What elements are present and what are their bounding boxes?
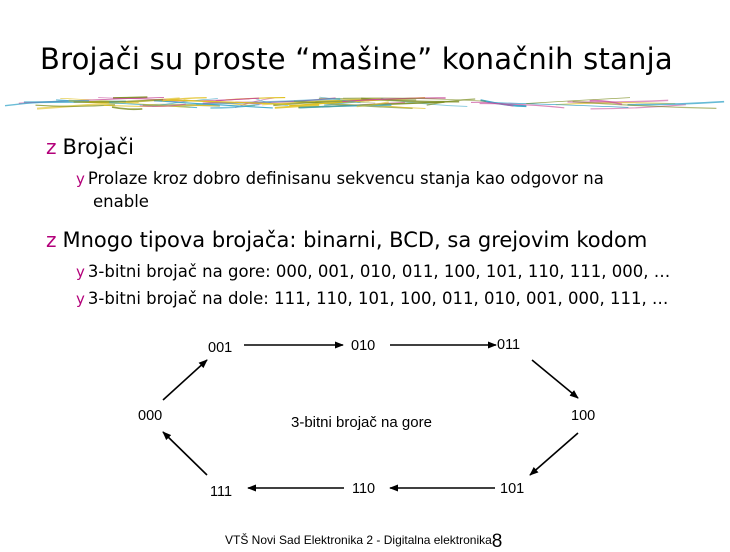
sub-bullet-mark-icon: y (76, 290, 85, 308)
bullet-text: Brojači (62, 135, 135, 159)
bullet-text: Mnogo tipova brojača: binarni, BCD, sa grejovim kodom (62, 228, 648, 252)
sub-bullet-text: 3-bitni brojač na dole: 111, 110, 101, 100, 011, 010, 001, 000, 111, … (87, 289, 669, 308)
slide-title: Brojači su proste “mašine” konačnih stanja (40, 42, 673, 76)
footer-text: VTŠ Novi Sad Elektronika 2 - Digitalna elektronika (225, 533, 492, 547)
sub-bullet-text: Prolaze kroz dobro definisanu sekvencu stanja kao odgovor na (87, 169, 604, 188)
state-110: 110 (352, 481, 376, 497)
sub-bullet-mark-icon: y (76, 170, 85, 188)
sub-bullet-text: 3-bitni brojač na gore: 000, 001, 010, 011, 100, 101, 110, 111, 000, … (87, 262, 671, 281)
state-001: 001 (208, 340, 233, 356)
transition-111-000 (163, 432, 207, 475)
diagram-label: 3-bitni brojač na gore (291, 414, 432, 431)
bullet-mark-icon: z (46, 135, 57, 159)
transition-100-101 (530, 433, 578, 475)
transition-011-100 (532, 360, 578, 398)
sub-bullet-mark-icon: y (76, 263, 85, 281)
state-100: 100 (571, 408, 596, 424)
sub-bullet-prolaze-wrap: enable (93, 192, 149, 211)
state-111: 111 (210, 484, 233, 500)
state-011: 011 (497, 337, 521, 353)
transition-000-001 (163, 360, 207, 400)
bullet-mark-icon: z (46, 228, 57, 252)
state-000: 000 (138, 408, 163, 424)
page-number: 8 (491, 531, 503, 552)
state-101: 101 (500, 481, 525, 497)
state-010: 010 (351, 338, 376, 354)
